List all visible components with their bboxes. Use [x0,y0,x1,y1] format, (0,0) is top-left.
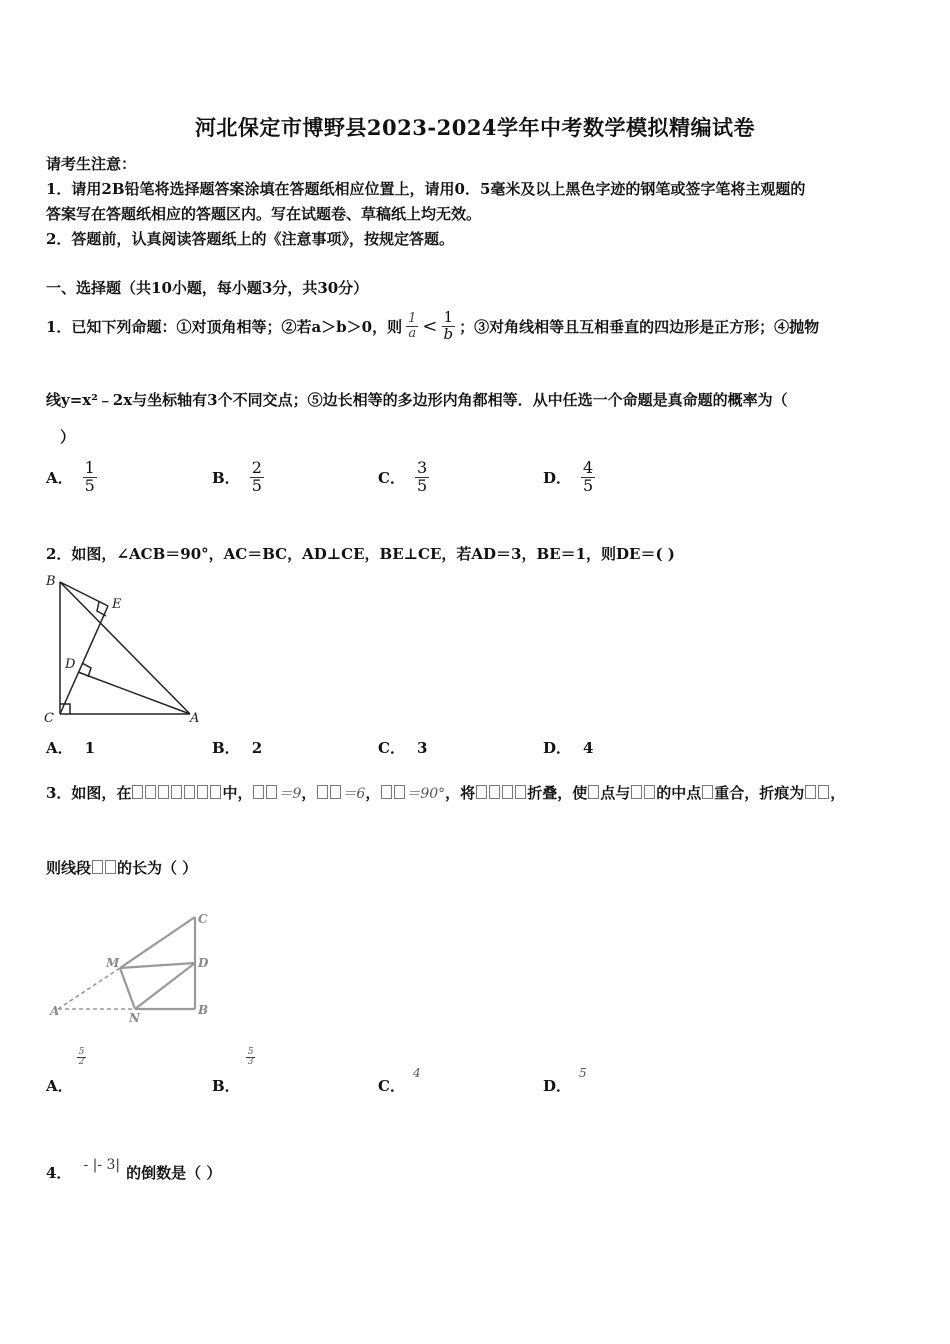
label-c: C [198,912,208,926]
less-than: < [422,315,438,337]
frac-den: 5 [583,475,594,495]
q3-text: 则线段 [46,859,92,877]
placeholder-glyphs [701,784,714,802]
q3-option-b[interactable] [212,1048,255,1096]
option-label: D． [543,739,572,757]
option-label: B． [212,739,240,757]
q3-equation: ＝90° [406,785,446,802]
q2-option-a[interactable] [46,737,95,758]
question-1-line-2: 线y=x²﹣2x与坐标轴有3个不同交点；⑤边长相等的多边形内角都相等．从中任选一个命题是真命题的概率为（ [46,391,788,409]
option-label: A． [46,739,73,757]
label-a: A [190,711,200,726]
option-fraction [77,1048,87,1068]
q3-text: 点与 [600,784,631,802]
q2-figure [40,570,210,730]
placeholder-glyphs [475,784,527,802]
placeholder-glyphs [630,784,656,802]
frac-den: 5 [251,475,262,495]
option-label: B． [212,468,240,487]
placeholder-glyphs [252,784,278,802]
q1-option-c[interactable] [378,460,429,495]
q1-option-b[interactable] [212,460,264,495]
frac-num: 1 [443,308,454,326]
frac-den: 5 [84,475,95,495]
option-label: A． [46,468,73,487]
q4-text: 的倒数是（ ） [126,1164,222,1182]
line-nd [135,963,195,1009]
frac-den: a [408,325,417,341]
option-fraction [415,460,429,495]
option-label: C． [378,1077,405,1095]
q3-option-a[interactable] [46,1048,86,1096]
line-md [120,963,195,968]
option-value: 2 [251,739,263,757]
q2-option-d[interactable] [543,737,593,758]
q3-option-d[interactable] [543,1048,587,1096]
question-2-text: 2．如图，∠ACB＝90°，AC＝BC，AD⊥CE，BE⊥CE，若AD＝3，BE＝1，则DE＝( ) [46,545,675,563]
q3-text: ，将 [445,784,476,802]
option-value: 1 [84,739,96,757]
frac-den: 2 [78,1057,85,1068]
placeholder-glyphs [131,784,222,802]
label-b: B [198,1003,209,1017]
question-4 [46,1156,222,1183]
frac-num: 4 [583,458,594,477]
label-d: D [198,956,209,970]
label-e: E [112,597,122,612]
frac-num: 2 [251,458,262,477]
notice-heading: 请考生注意： [46,155,137,173]
frac-num: 5 [78,1047,85,1057]
line-ad [78,672,190,714]
q3-equation: ＝6 [342,785,366,802]
q1-option-a[interactable] [46,460,97,495]
page-title: 河北保定市博野县2023-2024学年中考数学模拟精编试卷 [194,115,756,140]
option-value: 4 [412,1066,421,1080]
option-value: 5 [579,1066,587,1080]
line-mn [120,968,135,1009]
q3-text: 的中点 [656,784,702,802]
frac-den: 5 [416,475,428,495]
line-be [60,582,108,606]
label-c: C [44,711,54,726]
q3-option-c[interactable] [378,1048,421,1096]
placeholder-glyphs [804,784,830,802]
q3-text: 折叠，使 [527,784,588,802]
option-label: D． [543,1077,572,1095]
frac-den: 3 [247,1057,254,1068]
q3-text: 中， [222,784,253,802]
line-mc [120,917,195,968]
label-d: D [65,657,76,672]
option-label: A． [46,1077,73,1095]
placeholder-glyphs [587,784,600,802]
question-1-line-3: ） [60,428,76,446]
label-m: M [106,956,120,970]
frac-den: b [443,324,454,343]
q3-text: 的长为（ ） [117,859,198,877]
frac-num: 3 [416,458,428,477]
option-label: D． [543,468,572,487]
question-1-line-1 [46,310,819,343]
frac-num: 1 [84,458,95,477]
q3-text: ， [830,784,846,802]
q1-fraction-1-over-a [406,312,418,340]
option-fraction [83,460,97,495]
label-a: A [50,1004,60,1018]
q3-comma: ， [365,784,381,802]
frac-num: 5 [247,1047,254,1057]
question-3-line-1 [46,782,845,803]
notice-line-1b: 答案写在答题纸相应的答题区内。写在试题卷、草稿纸上均无效。 [46,205,482,223]
notice-line-2: 2．答题前，认真阅读答题纸上的《注意事项》，按规定答题。 [46,230,454,248]
q3-figure [40,905,230,1030]
q1-part2: ；③对角线相等且互相垂直的四边形是正方形；④抛物 [459,317,820,336]
option-value: 4 [583,739,594,757]
option-label: C． [378,739,405,757]
q3-text: 重合，折痕为 [714,784,805,802]
q2-option-c[interactable] [378,737,427,758]
placeholder-glyphs [91,859,117,877]
option-label: B． [212,1077,240,1095]
q1-part1: 1．已知下列命题：①对顶角相等；②若a＞b＞0，则 [46,317,403,336]
label-b: B [46,574,56,589]
q3-equation: ＝9 [278,785,302,802]
option-fraction [250,460,264,495]
option-fraction [581,460,595,495]
section-heading: 一、选择题（共10小题，每小题3分，共30分） [46,279,369,297]
option-fraction [246,1048,256,1068]
q1-option-d[interactable] [543,460,595,495]
option-value: 3 [416,739,428,757]
q4-expression: - |- 3| [83,1156,121,1173]
q3-comma: ， [301,784,317,802]
frac-num: 1 [408,311,417,327]
placeholder-glyphs [316,784,342,802]
placeholder-glyphs [380,784,406,802]
notice-line-1a: 1．请用2B铅笔将选择题答案涂填在答题纸相应位置上，请用0．5毫米及以上黑色字迹的钢笔或签字笔将主观题的 [46,180,806,198]
q1-fraction-1-over-b [441,310,455,343]
q4-number: 4． [46,1164,72,1182]
question-3-line-2 [46,857,197,878]
q3-text: 3．如图，在 [46,784,132,802]
option-label: C． [378,468,405,487]
line-ba [60,582,190,714]
dashed-am [58,968,120,1009]
label-n: N [129,1011,140,1025]
q2-option-b[interactable] [212,737,262,758]
